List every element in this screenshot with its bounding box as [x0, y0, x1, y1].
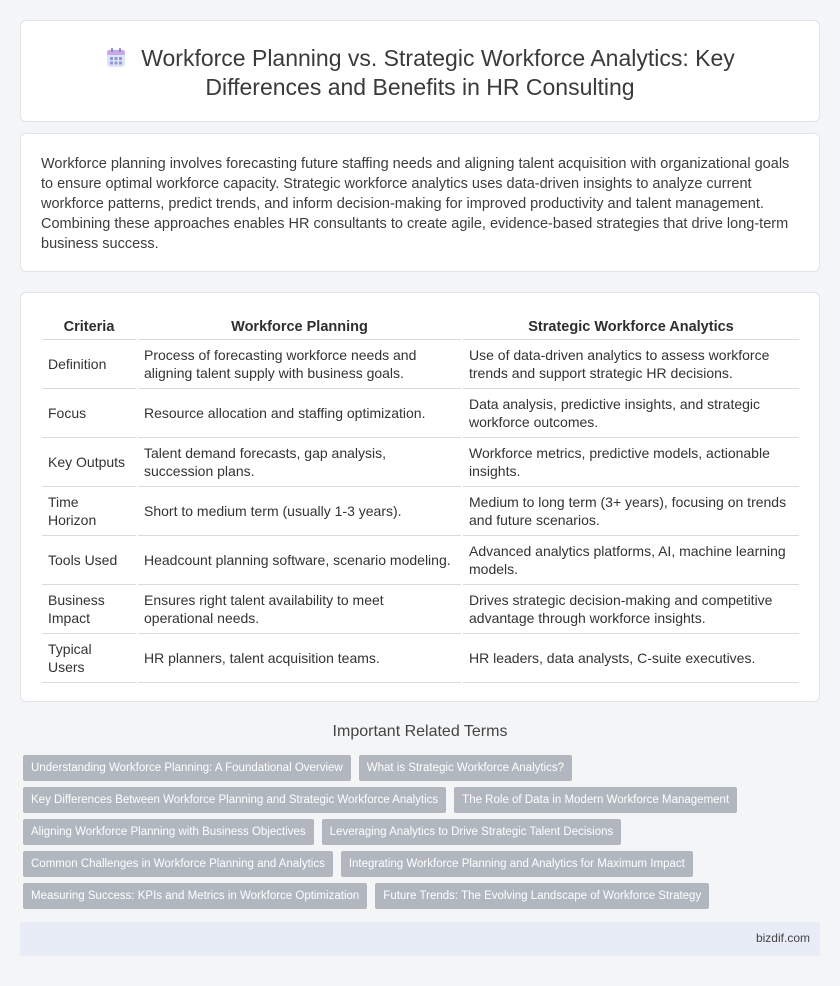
column-header-workforce-planning: Workforce Planning [137, 315, 462, 339]
table-row [42, 388, 799, 437]
site-name[interactable]: bizdif.com [755, 931, 810, 945]
workforce-planning-cell: Short to medium term (usually 1-3 years). [137, 486, 462, 535]
strategic-analytics-cell: Use of data-driven analytics to assess workforce trends and support strategic HR decisions. [462, 339, 799, 388]
table-row [42, 584, 799, 633]
intro-paragraph: Workforce planning involves forecasting future staffing needs and aligning talent acquisition with organizational goals to ensure optimal workforce capacity. Strategic workforce analytics uses data-driven insights to analyze current workforce patterns, predict trends, and inform decision-making for improved productivity and talent management. Combining these approaches enables HR consultants to create agile, evidence-based strategies that drive long-term business success. [41, 156, 790, 252]
criteria-cell: Focus [42, 388, 137, 437]
related-term-link[interactable]: Aligning Workforce Planning with Business Objectives [23, 819, 314, 845]
related-term-link[interactable]: Key Differences Between Workforce Planning and Strategic Workforce Analytics [23, 787, 446, 813]
tag-row [23, 851, 823, 877]
workforce-planning-cell: Process of forecasting workforce needs and aligning talent supply with business goals. [137, 339, 462, 388]
related-term-link[interactable]: Common Challenges in Workforce Planning and Analytics [23, 851, 333, 877]
column-header-criteria: Criteria [42, 315, 137, 339]
strategic-analytics-cell: Advanced analytics platforms, AI, machine learning models. [462, 535, 799, 584]
related-term-link[interactable]: Integrating Workforce Planning and Analytics for Maximum Impact [341, 851, 693, 877]
tag-row [23, 819, 823, 845]
related-term-link[interactable]: Understanding Workforce Planning: A Foundational Overview [23, 755, 351, 781]
tag-row [23, 883, 823, 909]
workforce-planning-cell: HR planners, talent acquisition teams. [137, 633, 462, 682]
table-row [42, 535, 799, 584]
tag-row [23, 755, 823, 781]
related-term-link[interactable]: The Role of Data in Modern Workforce Management [454, 787, 737, 813]
strategic-analytics-cell: Medium to long term (3+ years), focusing on trends and future scenarios. [462, 486, 799, 535]
criteria-cell: Tools Used [42, 535, 137, 584]
page-title: Workforce Planning vs. Strategic Workforce Analytics: Key Differences and Benefits in HR Consulting [141, 45, 735, 100]
table-row [42, 339, 799, 388]
header-card [20, 20, 820, 122]
related-terms-heading: Important Related Terms [332, 723, 508, 740]
table-row [42, 633, 799, 682]
workforce-planning-cell: Ensures right talent availability to meet operational needs. [137, 584, 462, 633]
calendar-icon [105, 47, 127, 69]
table-row [42, 486, 799, 535]
comparison-table [42, 315, 799, 683]
workforce-planning-cell: Talent demand forecasts, gap analysis, succession plans. [137, 437, 462, 486]
related-term-link[interactable]: What is Strategic Workforce Analytics? [359, 755, 572, 781]
related-term-link[interactable]: Future Trends: The Evolving Landscape of Workforce Strategy [375, 883, 709, 909]
footer-bar [20, 922, 820, 956]
strategic-analytics-cell: Workforce metrics, predictive models, actionable insights. [462, 437, 799, 486]
criteria-cell: Definition [42, 339, 137, 388]
column-header-strategic-analytics: Strategic Workforce Analytics [462, 315, 799, 339]
related-term-link[interactable]: Leveraging Analytics to Drive Strategic Talent Decisions [322, 819, 622, 845]
table-row [42, 437, 799, 486]
workforce-planning-cell: Resource allocation and staffing optimization. [137, 388, 462, 437]
criteria-cell: Time Horizon [42, 486, 137, 535]
criteria-cell: Business Impact [42, 584, 137, 633]
related-terms-list [23, 755, 823, 915]
criteria-cell: Typical Users [42, 633, 137, 682]
page-title-wrap [61, 44, 779, 102]
related-term-link[interactable]: Measuring Success: KPIs and Metrics in Workforce Optimization [23, 883, 367, 909]
strategic-analytics-cell: Data analysis, predictive insights, and strategic workforce outcomes. [462, 388, 799, 437]
table-header-row [42, 315, 799, 339]
workforce-planning-cell: Headcount planning software, scenario modeling. [137, 535, 462, 584]
tag-row [23, 787, 823, 813]
intro-card [20, 133, 820, 272]
comparison-card [20, 292, 820, 702]
strategic-analytics-cell: HR leaders, data analysts, C-suite executives. [462, 633, 799, 682]
criteria-cell: Key Outputs [42, 437, 137, 486]
strategic-analytics-cell: Drives strategic decision-making and competitive advantage through workforce insights. [462, 584, 799, 633]
